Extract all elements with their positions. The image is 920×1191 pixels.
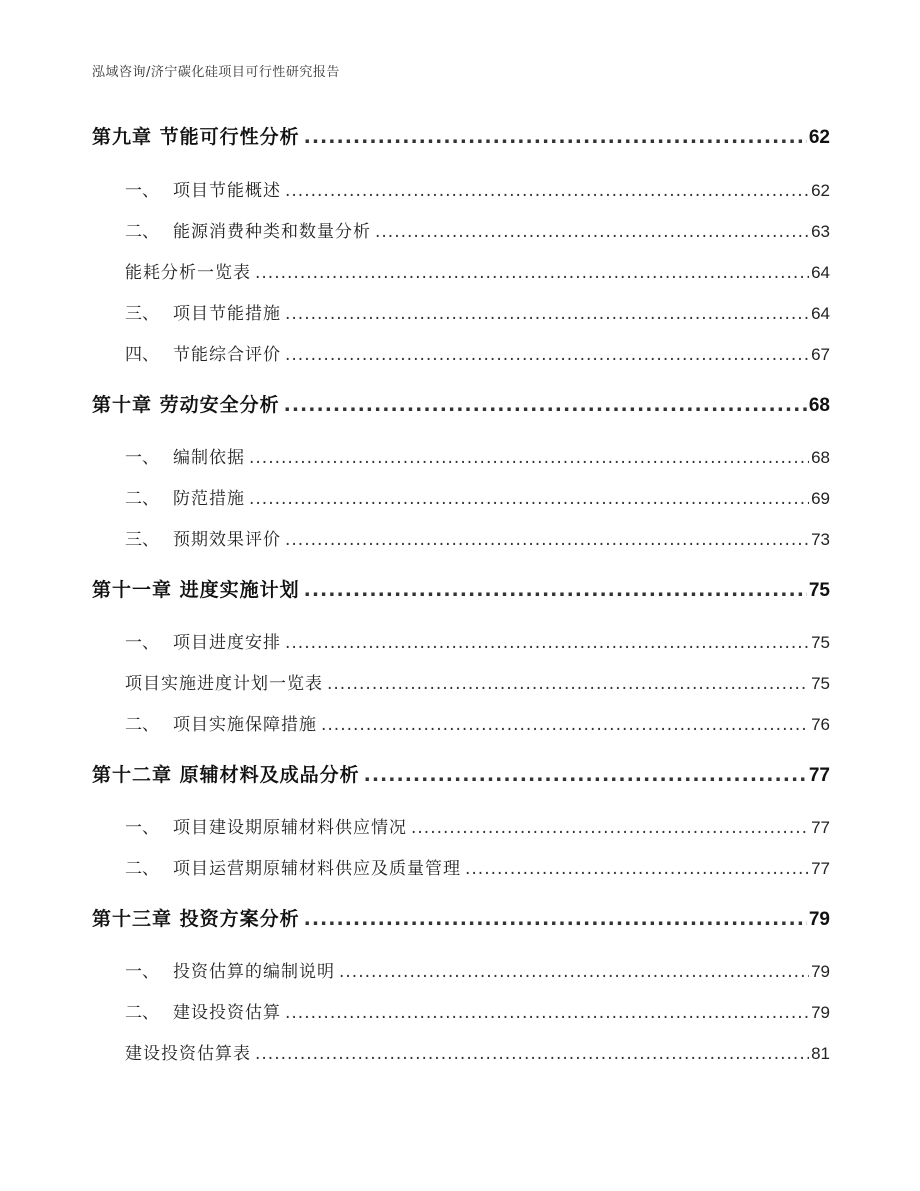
toc-leader — [285, 633, 809, 653]
toc-leader — [321, 715, 809, 735]
toc-section-title: 预期效果评价 — [173, 530, 281, 550]
toc-section-title: 项目进度安排 — [173, 633, 281, 653]
toc-table-title: 建设投资估算表 — [125, 1044, 251, 1064]
toc-page-number: 68 — [808, 395, 830, 416]
toc-section[interactable] — [125, 443, 830, 468]
toc-section-prefix: 二、 — [125, 715, 159, 735]
toc-leader — [249, 489, 809, 509]
toc-page-number: 76 — [811, 715, 830, 734]
toc-page-number: 75 — [808, 580, 830, 601]
toc-leader — [284, 394, 807, 416]
toc-table-entry[interactable] — [125, 1039, 830, 1064]
toc-leader — [465, 859, 809, 879]
toc-section-prefix: 一、 — [125, 448, 159, 468]
toc-page-number: 64 — [811, 263, 830, 282]
toc-page-number: 79 — [808, 909, 830, 930]
toc-section-title: 项目运营期原辅材料供应及质量管理 — [173, 859, 461, 879]
toc-chapter-title: 第九章 节能可行性分析 — [92, 126, 300, 148]
toc-leader — [304, 579, 807, 601]
toc-section[interactable] — [125, 710, 830, 735]
toc-leader — [255, 263, 809, 283]
toc-section[interactable] — [125, 957, 830, 982]
toc-leader — [285, 530, 809, 550]
toc-chapter-10[interactable] — [92, 390, 830, 417]
toc-section-prefix: 一、 — [125, 818, 159, 838]
toc-section[interactable] — [125, 176, 830, 201]
toc-page-number: 79 — [811, 1003, 830, 1022]
toc-page-number: 75 — [811, 674, 830, 693]
toc-chapter-title: 第十三章 投资方案分析 — [92, 908, 300, 930]
toc-section[interactable] — [125, 340, 830, 365]
toc-section-title: 项目实施保障措施 — [173, 715, 317, 735]
toc-section-prefix: 一、 — [125, 181, 159, 201]
toc-table-entry[interactable] — [125, 258, 830, 283]
toc-leader — [411, 818, 809, 838]
toc-section-prefix: 二、 — [125, 222, 159, 242]
toc-section-title: 编制依据 — [173, 448, 245, 468]
toc-page-number: 77 — [811, 818, 830, 837]
toc-section-prefix: 四、 — [125, 345, 159, 365]
toc-table-title: 项目实施进度计划一览表 — [125, 674, 323, 694]
toc-section-title: 投资估算的编制说明 — [173, 962, 335, 982]
toc-section-title: 防范措施 — [173, 489, 245, 509]
toc-section[interactable] — [125, 217, 830, 242]
toc-leader — [364, 764, 807, 786]
toc-section-title: 建设投资估算 — [173, 1003, 281, 1023]
toc-chapter-title: 第十一章 进度实施计划 — [92, 579, 300, 601]
toc-page-number: 73 — [811, 530, 830, 549]
toc-table-entry[interactable] — [125, 669, 830, 694]
toc-section[interactable] — [125, 484, 830, 509]
toc-page-number: 62 — [808, 127, 830, 148]
toc-section-title: 项目节能措施 — [173, 304, 281, 324]
toc-leader — [375, 222, 809, 242]
toc-chapter-9[interactable] — [92, 122, 830, 149]
toc-section-prefix: 二、 — [125, 1003, 159, 1023]
toc-page-number: 68 — [811, 448, 830, 467]
toc-chapter-11[interactable] — [92, 575, 830, 602]
toc-leader — [285, 1003, 809, 1023]
toc-section-title: 项目建设期原辅材料供应情况 — [173, 818, 407, 838]
toc-section[interactable] — [125, 525, 830, 550]
toc-section-title: 节能综合评价 — [173, 345, 281, 365]
toc-section-prefix: 二、 — [125, 859, 159, 879]
toc-leader — [285, 345, 809, 365]
toc-section-prefix: 一、 — [125, 633, 159, 653]
toc-section[interactable] — [125, 998, 830, 1023]
toc-page-number: 63 — [811, 222, 830, 241]
toc-section[interactable] — [125, 854, 830, 879]
toc-page-number: 67 — [811, 345, 830, 364]
toc-leader — [255, 1044, 809, 1064]
toc-section-title: 能源消费种类和数量分析 — [173, 222, 371, 242]
toc-page-number: 75 — [811, 633, 830, 652]
toc-leader — [304, 126, 807, 148]
page-header: 泓域咨询/济宁碳化硅项目可行性研究报告 — [92, 65, 340, 80]
toc-leader — [304, 908, 807, 930]
toc-chapter-13[interactable] — [92, 904, 830, 931]
toc-page-number: 77 — [808, 765, 830, 786]
toc-page-number: 79 — [811, 962, 830, 981]
toc-page-number: 62 — [811, 181, 830, 200]
toc-section[interactable] — [125, 813, 830, 838]
toc-section-prefix: 三、 — [125, 530, 159, 550]
toc-page-number: 69 — [811, 489, 830, 508]
toc-section-title: 项目节能概述 — [173, 181, 281, 201]
toc-section-prefix: 一、 — [125, 962, 159, 982]
toc-chapter-title: 第十二章 原辅材料及成品分析 — [92, 764, 360, 786]
toc-leader — [327, 674, 809, 694]
toc-section-prefix: 二、 — [125, 489, 159, 509]
toc-section[interactable] — [125, 628, 830, 653]
toc-section[interactable] — [125, 299, 830, 324]
toc-page-number: 64 — [811, 304, 830, 323]
toc-table-title: 能耗分析一览表 — [125, 263, 251, 283]
toc-leader — [249, 448, 809, 468]
toc-chapter-title: 第十章 劳动安全分析 — [92, 394, 280, 416]
toc-section-prefix: 三、 — [125, 304, 159, 324]
toc-leader — [339, 962, 809, 982]
toc-leader — [285, 304, 809, 324]
toc-page-number: 81 — [811, 1044, 830, 1063]
toc-leader — [285, 181, 809, 201]
toc-page-number: 77 — [811, 859, 830, 878]
toc-chapter-12[interactable] — [92, 760, 830, 787]
